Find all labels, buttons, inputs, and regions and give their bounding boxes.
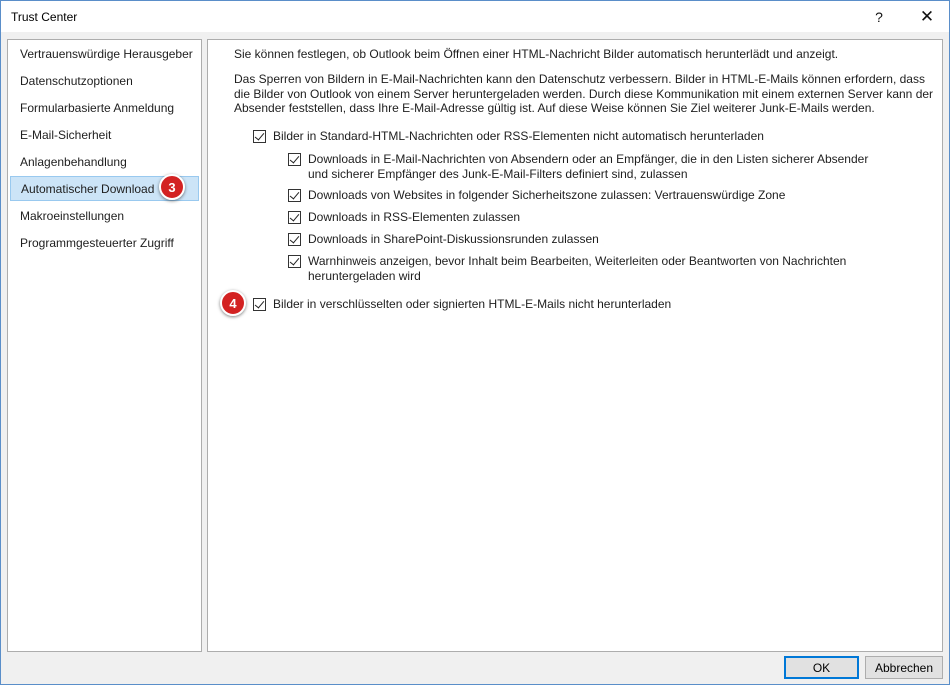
option-label: Downloads in E-Mail-Nachrichten von Absendern oder an Empfänger, die in den Listen sicherer Absender und sicherer Empfänger des Junk-E-Mail-Filters definiert sind, zulassen [308, 152, 869, 181]
option-allow-trusted-zone[interactable] [288, 188, 928, 203]
checkbox-allow-rss[interactable] [288, 211, 301, 224]
option-label: Downloads von Websites in folgender Sicherheitszone zulassen: Vertrauenswürdige Zone [308, 188, 786, 202]
checkbox-no-download-encrypted[interactable] [253, 298, 266, 311]
option-label: Warnhinweis anzeigen, bevor Inhalt beim Bearbeiten, Weiterleiten oder Beantworten von Nachrichten heruntergeladen wird [308, 254, 847, 283]
sidebar-item-privacy-options[interactable]: Datenschutzoptionen [20, 74, 133, 88]
sidebar-item-form-based-signin[interactable]: Formularbasierte Anmeldung [20, 101, 175, 115]
option-label: Downloads in RSS-Elementen zulassen [308, 210, 521, 224]
close-icon[interactable]: ✕ [919, 6, 935, 26]
option-no-auto-download[interactable] [253, 129, 933, 144]
option-warn-before-download[interactable] [288, 254, 928, 283]
annotation-badge-3: 3 [159, 174, 185, 200]
ok-button[interactable]: OK [784, 656, 859, 679]
sidebar-item-trusted-publishers[interactable]: Vertrauenswürdige Herausgeber [20, 47, 193, 61]
cancel-button[interactable]: Abbrechen [865, 656, 943, 679]
option-label: Downloads in SharePoint-Diskussionsrunden zulassen [308, 232, 599, 246]
checkbox-warn-before-download[interactable] [288, 255, 301, 268]
option-label: Bilder in verschlüsselten oder signierten HTML-E-Mails nicht herunterladen [273, 297, 672, 311]
help-icon[interactable]: ? [875, 8, 883, 25]
sidebar-item-attachment-handling[interactable]: Anlagenbehandlung [20, 155, 127, 169]
checkbox-no-auto-download[interactable] [253, 130, 266, 143]
title-bar [1, 1, 949, 32]
sidebar-item-automatic-download[interactable]: Automatischer Download [10, 176, 199, 201]
description-text: Das Sperren von Bildern in E-Mail-Nachrichten kann den Datenschutz verbessern. Bilder in HTML-E-Mails können erfordern, dass die Bilder von Outlook von einem Server heruntergeladen werden. Durch diese Kommunikation mit einem externen Server kann der Absender feststellen, dass Ihre E-Mail-Adresse gültig ist. Auf diese Weise können Sie Ziel weiterer Junk-E-Mails werden. [234, 72, 934, 115]
intro-text: Sie können festlegen, ob Outlook beim Öffnen einer HTML-Nachricht Bilder automatisch herunterlädt und anzeigt. [234, 47, 839, 61]
sidebar-item-email-security[interactable]: E-Mail-Sicherheit [20, 128, 112, 142]
annotation-badge-4: 4 [220, 290, 246, 316]
sidebar-item-programmatic-access[interactable]: Programmgesteuerter Zugriff [20, 236, 174, 250]
option-allow-safe-senders[interactable] [288, 152, 928, 181]
option-allow-rss[interactable] [288, 210, 928, 225]
sidebar-item-macro-settings[interactable]: Makroeinstellungen [20, 209, 125, 223]
option-allow-sharepoint[interactable] [288, 232, 928, 247]
settings-panel [207, 39, 943, 652]
checkbox-allow-sharepoint[interactable] [288, 233, 301, 246]
option-label: Bilder in Standard-HTML-Nachrichten oder RSS-Elementen nicht automatisch herunterladen [273, 129, 764, 143]
option-no-download-encrypted[interactable] [253, 297, 933, 312]
checkbox-allow-safe-senders[interactable] [288, 153, 301, 166]
checkbox-allow-trusted-zone[interactable] [288, 189, 301, 202]
sidebar-nav [7, 39, 202, 652]
window-title: Trust Center [11, 10, 78, 24]
